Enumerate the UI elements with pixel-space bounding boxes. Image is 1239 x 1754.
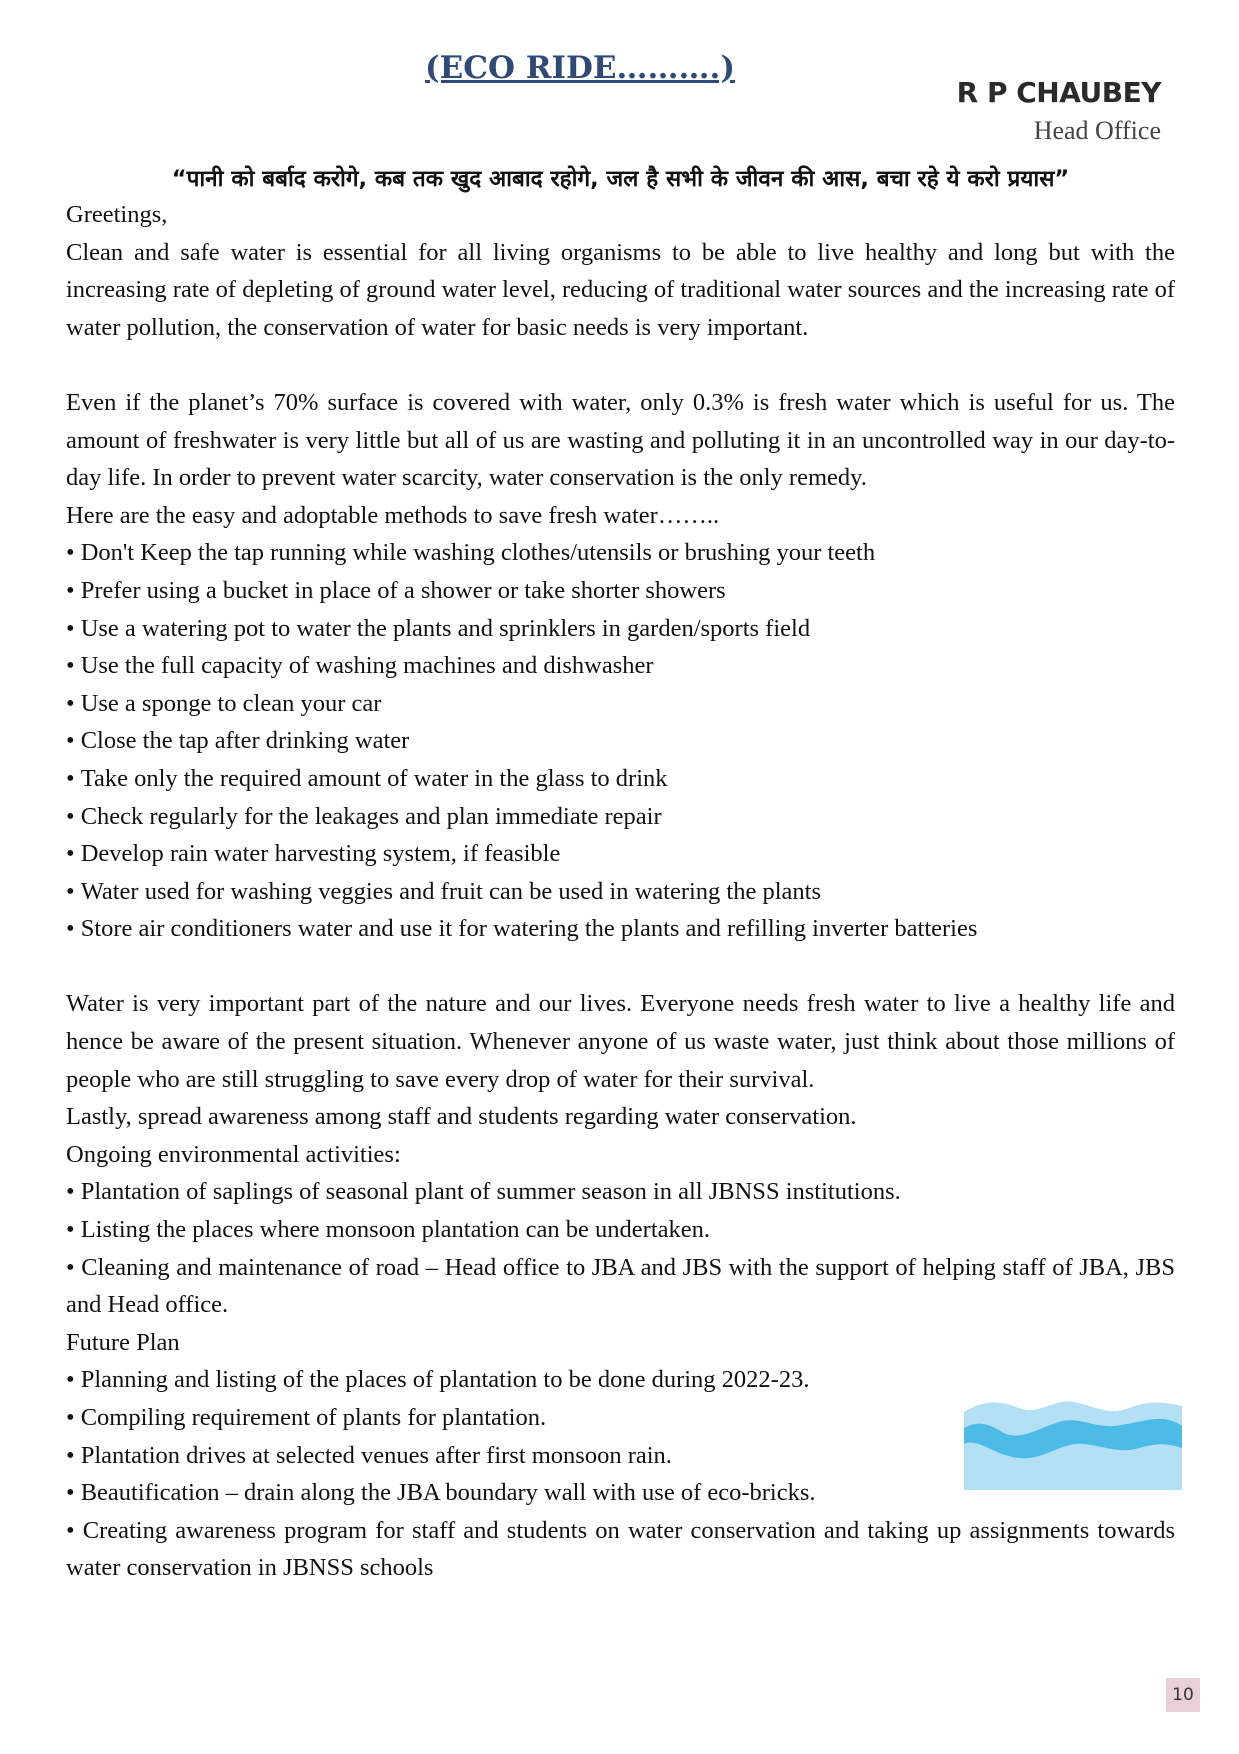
list-item: • Close the tap after drinking water xyxy=(66,722,1175,760)
list-item: • Cleaning and maintenance of road – Head office to JBA and JBS with the support of helping staff of JBA, JBS and Head office. xyxy=(66,1249,1175,1324)
water-wave-icon xyxy=(964,1398,1182,1490)
page-number: 10 xyxy=(1166,1678,1200,1712)
list-item: • Listing the places where monsoon plantation can be undertaken. xyxy=(66,1211,1175,1249)
paragraph-spacer xyxy=(66,948,1175,986)
list-item: • Planning and listing of the places of plantation to be done during 2022-23. xyxy=(66,1361,1175,1399)
hindi-quote: “पानी को बर्बाद करोगे, कब तक खुद आबाद रहोगे, जल है सभी के जीवन की आस, बचा रहे ये करो प्रयास” xyxy=(171,166,1070,192)
paragraph-spacer xyxy=(66,346,1175,384)
page-title: (ECO RIDE……….) xyxy=(425,50,735,86)
freshwater-paragraph: Even if the planet’s 70% surface is covered with water, only 0.3% is fresh water which is useful for us. The amount of freshwater is very little but all of us are wasting and polluting it in an uncontrolled way in our day-to-day life. In order to prevent water scarcity, water conservation is the only remedy. xyxy=(66,388,1175,492)
list-item: • Store air conditioners water and use it for watering the plants and refilling inverter batteries xyxy=(66,910,1175,948)
greeting: Greetings, xyxy=(66,201,168,228)
list-item: • Beautification – drain along the JBA boundary wall with use of eco-bricks. xyxy=(66,1474,1175,1512)
intro-paragraph: Clean and safe water is essential for all living organisms to be able to live healthy and long but with the increasing rate of depleting of ground water level, reducing of traditional water sources and the increasing rate of water pollution, the conservation of water for basic needs is very important. xyxy=(66,238,1175,341)
author-department: Head Office xyxy=(1033,116,1161,145)
future-heading: Future Plan xyxy=(66,1328,180,1356)
awareness-paragraph: Lastly, spread awareness among staff and students regarding water conservation. xyxy=(66,1103,857,1131)
list-item: • Compiling requirement of plants for plantation. xyxy=(66,1399,1175,1437)
methods-intro: Here are the easy and adoptable methods to save fresh water…….. xyxy=(66,501,720,529)
list-item: • Prefer using a bucket in place of a shower or take shorter showers xyxy=(66,572,1175,610)
list-item: • Take only the required amount of water in the glass to drink xyxy=(66,760,1175,798)
list-item: • Plantation of saplings of seasonal plant of summer season in all JBNSS institutions. xyxy=(66,1173,1175,1211)
list-item: • Develop rain water harvesting system, if feasible xyxy=(66,835,1175,873)
methods-list xyxy=(66,534,1175,948)
ongoing-list xyxy=(66,1173,1175,1323)
list-item: • Use a watering pot to water the plants and sprinklers in garden/sports field xyxy=(66,610,1175,648)
list-item: • Check regularly for the leakages and plan immediate repair xyxy=(66,798,1175,836)
importance-paragraph: Water is very important part of the nature and our lives. Everyone needs fresh water to live a healthy life and hence be aware of the present situation. Whenever anyone of us waste water, just think about those millions of people who are still struggling to save every drop of water for their survival. xyxy=(66,990,1175,1093)
list-item: • Plantation drives at selected venues after first monsoon rain. xyxy=(66,1437,1175,1475)
author-name: R P CHAUBEY xyxy=(956,76,1161,109)
list-item: • Use a sponge to clean your car xyxy=(66,685,1175,723)
list-item: • Water used for washing veggies and fruit can be used in watering the plants xyxy=(66,873,1175,911)
list-item: • Creating awareness program for staff and students on water conservation and taking up assignments towards water conservation in JBNSS schools xyxy=(66,1512,1175,1587)
ongoing-heading: Ongoing environmental activities: xyxy=(66,1140,401,1168)
article-body xyxy=(66,196,1175,1587)
list-item: • Use the full capacity of washing machines and dishwasher xyxy=(66,647,1175,685)
list-item: • Don't Keep the tap running while washing clothes/utensils or brushing your teeth xyxy=(66,534,1175,572)
